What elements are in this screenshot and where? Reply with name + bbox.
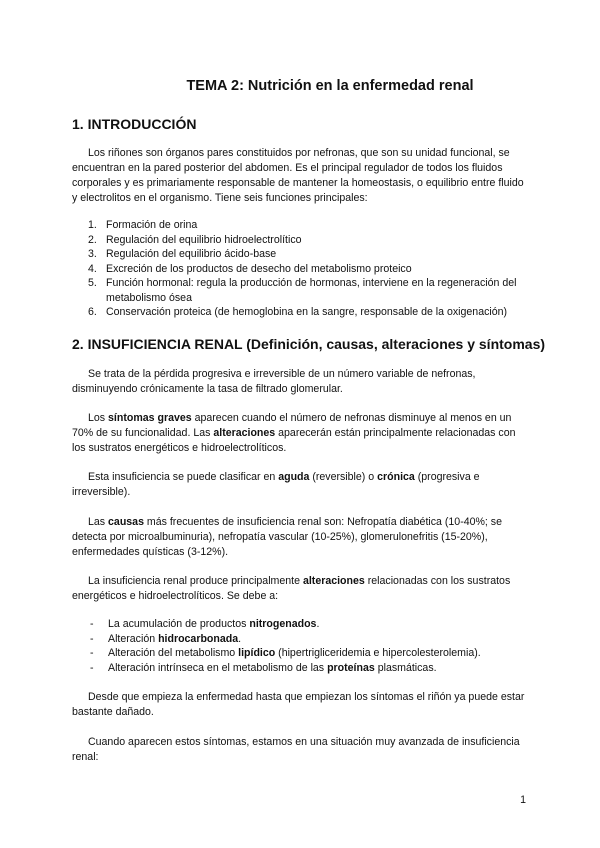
functions-list [72, 218, 532, 320]
list-item: 3. Regulación del equilibrio ácido-base [88, 248, 277, 260]
list-item: 1. Formación de orina [88, 219, 198, 231]
definition-paragraph: Se trata de la pérdida progresiva e irreversible de un número variable de nefronas, disminuyendo crónicamente la tasa de filtrado glomerular. [72, 368, 476, 395]
list-item: - Alteración hidrocarbonada. [90, 632, 242, 645]
page-title: TEMA 2: Nutrición en la enfermedad renal [186, 78, 474, 94]
list-item: 2. Regulación del equilibrio hidroelectrolítico [88, 233, 302, 246]
alterations-paragraph: La insuficiencia renal produce principalmente alteraciones relacionadas con los sustratos energéticos e hidroelectrolíticos. Se debe a: [72, 575, 511, 602]
section1-heading: 1. INTRODUCCIÓN [72, 116, 197, 132]
causes-paragraph: Las causas más frecuentes de insuficiencia renal son: Nefropatía diabética (10-40%; se detecta por microalbuminuria), nefropatía vascular (10-25%), glomerulonefritis (15-20%), enfermedades quísticas (3-12%). [72, 516, 502, 558]
progression-paragraph: Desde que empieza la enfermedad hasta que empiezan los síntomas el riñón ya puede estar bastante dañado. [72, 691, 525, 718]
advanced-paragraph: Cuando aparecen estos síntomas, estamos en una situación muy avanzada de insuficiencia renal: [72, 736, 520, 763]
list-item: - Alteración intrínseca en el metabolismo de las proteínas plasmáticas. [90, 661, 437, 674]
list-item: 4. Excreción de los productos de desecho del metabolismo proteico [88, 262, 412, 275]
symptoms-paragraph: Los síntomas graves aparecen cuando el número de nefronas disminuye al menos en un 70% de su funcionalidad. Las alteraciones aparecerán están principalmente relacionadas con los sustratos energéticos e hidroelectrolíticos. [72, 412, 516, 454]
page-number: 1 [520, 794, 526, 806]
intro-paragraph: Los riñones son órganos pares constituidos por nefronas, que son su unidad funcional, se encuentran en la pared posterior del abdomen. Es el principal regulador de todos los fluidos corporales y es primariamente responsable de mantener la homeostasis, o equilibrio entre fluido y electrolitos en el organismo. Tiene seis funciones principales: [72, 147, 524, 204]
list-item: 6. Conservación proteica (de hemoglobina en la sangre, responsable de la oxigenación) [88, 306, 508, 318]
list-item: - Alteración del metabolismo lipídico (hipertrigliceridemia e hipercolesterolemia). [90, 647, 481, 659]
alterations-list [72, 617, 532, 675]
section2-heading: 2. INSUFICIENCIA RENAL (Definición, causas, alteraciones y síntomas) [72, 336, 546, 352]
list-item: 5. Función hormonal: regula la producción de hormonas, interviene en la regeneración del metabolismo ósea [88, 277, 517, 304]
classification-paragraph: Esta insuficiencia se puede clasificar en aguda (reversible) o crónica (progresiva e irreversible). [72, 471, 480, 498]
list-item: - La acumulación de productos nitrogenados. [90, 618, 320, 630]
